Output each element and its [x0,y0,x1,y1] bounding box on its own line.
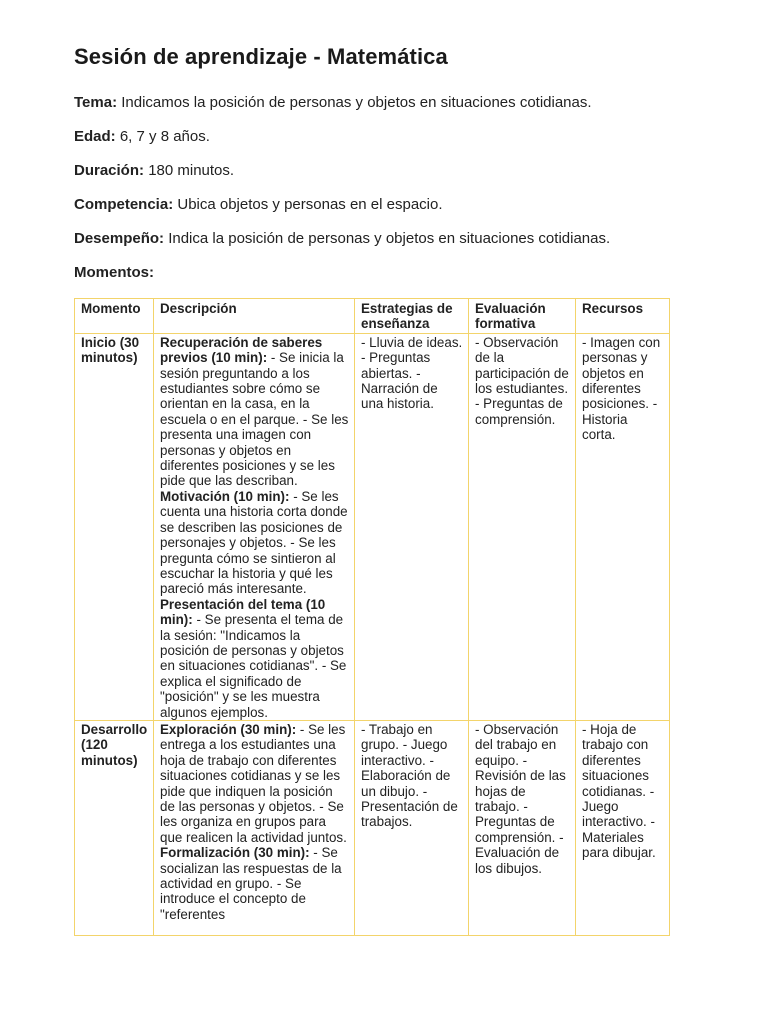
field-edad [74,128,694,145]
strategies-cell: - Lluvia de ideas. - Preguntas abiertas. - Narración de una historia. [355,333,469,720]
field-label: Desempeño: [74,230,165,247]
desc-heading: Exploración (30 min): [160,721,297,737]
description-cell [154,720,355,935]
header-momento: Momento [75,299,154,334]
evaluation-text: - Observación del trabajo en equipo. - Revisión de las hojas de trabajo. - Preguntas de comprensión. - Evaluación de los dibujos. [475,721,566,876]
field-value: 6, 7 y 8 años. [119,128,210,145]
field-label: Duración: [74,162,145,179]
page-title: Sesión de aprendizaje - Matemática [74,44,448,69]
field-label: Competencia: [74,196,174,213]
evaluation-cell: - Observación de la participación de los estudiantes. - Preguntas de comprensión. [469,333,576,720]
desc-heading: Formalización (30 min): [160,845,310,861]
strategies-cell [355,720,469,935]
header-descripcion: Descripción [154,299,355,334]
field-competencia [74,196,694,213]
header-recursos: Recursos [576,299,670,334]
field-tema [74,94,694,111]
desc-text: - Se socializan las respuestas de la actividad en grupo. - Se introduce el concepto de "referentes [160,845,342,922]
resources-text: - Hoja de trabajo con diferentes situaciones cotidianas. - Juego interactivo. - Materiales para dibujar. [582,721,656,861]
desc-text: - Se les entrega a los estudiantes una hoja de trabajo con diferentes situaciones cotidianas y se les pide que indiquen la posición de las personas y objetos. - Se les organiza en grupos para que realicen la actividad juntos. [160,721,347,845]
field-duracion [74,162,694,179]
moment-cell: Inicio (30 minutos) [75,333,154,720]
desc-text: - Se les cuenta una historia corta donde se describen las posiciones de personajes y objetos. - Se les pregunta cómo se sintieron al escuchar la historia y qué les pareció más interesante. [160,488,348,597]
desc-heading: Presentación del tema (10 min): [160,596,326,628]
description-wrap [160,722,349,935]
field-label: Edad: [74,128,116,145]
table-row [75,333,670,720]
field-momentos [74,264,694,281]
strategies-text: - Trabajo en grupo. - Juego interactivo. - Elaboración de un dibujo. - Presentación de trabajos. [361,721,458,830]
evaluation-cell [469,720,576,935]
desc-text: - Se inicia la sesión preguntando a los estudiantes sobre cómo se orientan en la casa, en la escuela o en el parque. - Se les presenta una imagen con personas y objetos en diferentes posiciones y se les pide que las describan. [160,350,349,489]
field-desempeno [74,230,694,247]
field-label: Momentos: [74,264,154,281]
field-value: 180 minutos. [148,162,235,179]
field-value: Ubica objetos y personas en el espacio. [177,196,443,213]
moment-text: Desarrollo (120 minutos) [81,721,148,768]
table-row [75,720,670,935]
field-value: Indica la posición de personas y objetos en situaciones cotidianas. [168,230,611,247]
field-label: Tema: [74,94,118,111]
desc-heading: Motivación (10 min): [160,488,290,504]
table-header-row [75,299,670,334]
momentos-table [74,298,670,936]
header-evaluacion: Evaluación formativa [469,299,576,334]
resources-cell: - Imagen con personas y objetos en diferentes posiciones. - Historia corta. [576,333,670,720]
resources-cell [576,720,670,935]
desc-heading: Recuperación de saberes previos (10 min): [160,334,323,366]
moment-cell [75,720,154,935]
header-estrategias: Estrategias de enseñanza [355,299,469,334]
description-cell [154,333,355,720]
desc-text: - Se presenta el tema de la sesión: "Indicamos la posición de personas y objetos en situaciones cotidianas". - Se explica el significado de "posición" y se les muestra algunos ejemplos. [160,612,347,720]
field-value: Indicamos la posición de personas y objetos en situaciones cotidianas. [121,94,592,111]
